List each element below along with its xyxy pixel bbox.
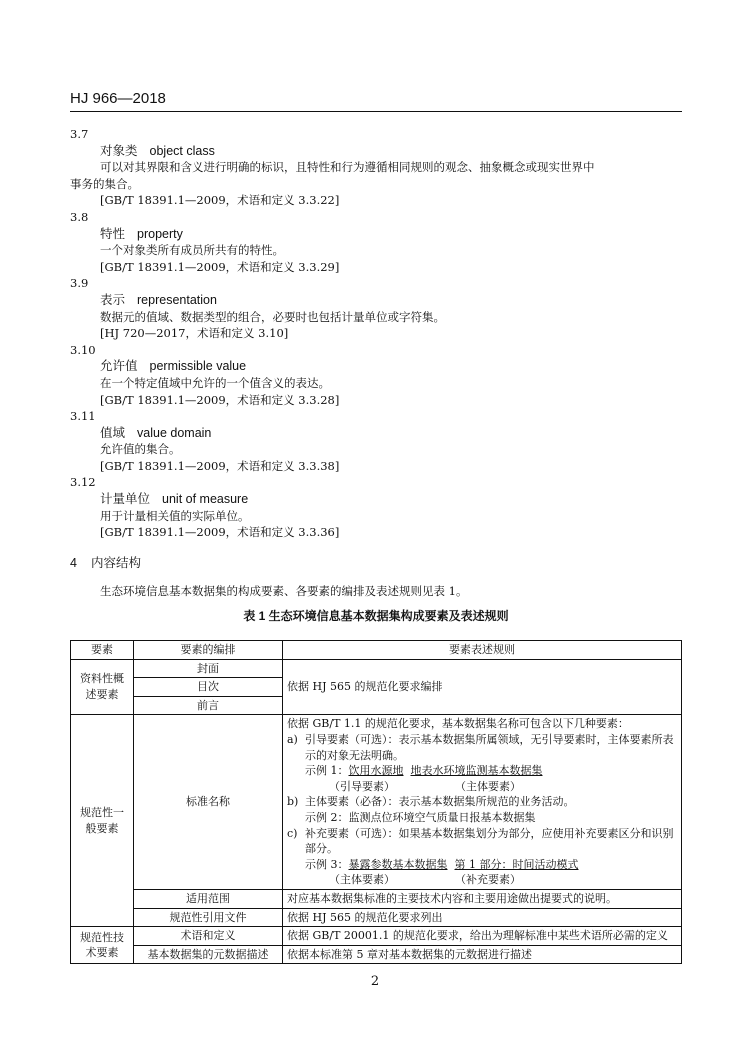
term-definition-continued: 事务的集合。 bbox=[70, 176, 139, 191]
rule-cell bbox=[283, 715, 682, 890]
list-item bbox=[287, 732, 677, 763]
term-zh: 对象类 bbox=[100, 143, 138, 158]
term-title bbox=[100, 425, 682, 442]
term-number: 3.10 bbox=[70, 342, 96, 357]
rule-cell: 依据 HJ 565 的规范化要求编排 bbox=[283, 659, 682, 715]
term-title bbox=[100, 358, 682, 375]
table-row bbox=[71, 715, 682, 890]
rule-cell: 对应基本数据集标准的主要技术内容和主要用途做出提要式的说明。 bbox=[283, 889, 682, 908]
term-source: [GB/T 18391.1—2009，术语和定义 3.3.29] bbox=[100, 259, 340, 274]
table-header: 要素 bbox=[71, 641, 134, 660]
annotation: （主体要素） bbox=[455, 779, 521, 793]
table-header: 要素的编排 bbox=[134, 641, 283, 660]
term-number: 3.11 bbox=[70, 409, 96, 424]
page-number: 2 bbox=[370, 974, 380, 989]
table-row bbox=[71, 889, 682, 908]
list-text: 引导要素（可选）：表示基本数据集所属领域，无引导要素时，主体要素所表示的对象无法明确。 bbox=[305, 732, 674, 762]
element-cell: 目次 bbox=[134, 678, 283, 697]
rule-cell: 依据 HJ 565 的规范化要求列出 bbox=[283, 908, 682, 927]
example-part: 地表水环境监测基本数据集 bbox=[410, 764, 543, 778]
group-label: 规范性一般要素 bbox=[71, 715, 134, 927]
term-title bbox=[100, 143, 682, 160]
list-item bbox=[287, 826, 677, 857]
term-zh: 特性 bbox=[100, 226, 126, 241]
term-definition: 在一个特定值域中允许的一个值含义的表达。 bbox=[100, 375, 330, 390]
term-source: [HJ 720—2017，术语和定义 3.10] bbox=[100, 326, 289, 341]
example-label: 示例 1： bbox=[305, 764, 349, 778]
header-rule bbox=[70, 111, 682, 112]
list-text: 主体要素（必备）：表示基本数据集所规范的业务活动。 bbox=[305, 795, 575, 809]
term-title bbox=[100, 226, 682, 243]
document-id-header: HJ 966—2018 bbox=[70, 90, 166, 107]
element-cell: 术语和定义 bbox=[134, 927, 283, 946]
list-marker: c) bbox=[287, 826, 298, 840]
term-number: 3.7 bbox=[70, 127, 89, 141]
example-line bbox=[287, 763, 677, 779]
element-cell: 规范性引用文件 bbox=[134, 908, 283, 927]
elements-table bbox=[70, 640, 682, 964]
term-source: [GB/T 18391.1—2009，术语和定义 3.3.36] bbox=[100, 525, 340, 540]
term-en: unit of measure bbox=[162, 492, 249, 507]
term-source: [GB/T 18391.1—2009，术语和定义 3.3.28] bbox=[100, 392, 340, 407]
example-part: 暴露参数基本数据集 bbox=[348, 857, 448, 871]
example-annotation bbox=[287, 872, 677, 888]
section-title: 内容结构 bbox=[90, 555, 141, 570]
table-row bbox=[71, 927, 682, 946]
group-label: 规范性技术要素 bbox=[71, 927, 134, 964]
section-number: 4 bbox=[70, 555, 77, 570]
element-cell: 适用范围 bbox=[134, 889, 283, 908]
table-caption: 表 1 生态环境信息基本数据集构成要素及表述规则 bbox=[243, 609, 509, 624]
rule-cell: 依据 GB/T 20001.1 的规范化要求，给出为理解标准中某些术语所必需的定义 bbox=[283, 927, 682, 946]
term-en: property bbox=[137, 226, 183, 241]
term-zh: 值域 bbox=[100, 425, 126, 440]
term-en: representation bbox=[137, 292, 217, 307]
rule-intro: 依据 GB/T 1.1 的规范化要求，基本数据集名称可包含以下几种要素： bbox=[287, 717, 629, 731]
element-cell: 前言 bbox=[134, 696, 283, 715]
term-definition: 用于计量相关值的实际单位。 bbox=[100, 508, 250, 523]
example-line bbox=[287, 857, 677, 873]
term-source: [GB/T 18391.1—2009，术语和定义 3.3.22] bbox=[100, 193, 340, 208]
term-en: object class bbox=[149, 143, 215, 158]
example-part: 饮用水源地 bbox=[348, 764, 404, 778]
list-item bbox=[287, 794, 677, 810]
table-header-row bbox=[71, 641, 682, 660]
term-title bbox=[100, 491, 682, 508]
table-row bbox=[71, 945, 682, 964]
example-line: 示例 2：监测点位环境空气质量日报基本数据集 bbox=[305, 810, 536, 824]
annotation: （补充要素） bbox=[455, 873, 521, 887]
term-number: 3.12 bbox=[70, 475, 96, 490]
list-text: 补充要素（可选）：如果基本数据集划分为部分，应使用补充要素区分和识别部分。 bbox=[305, 826, 674, 856]
term-source: [GB/T 18391.1—2009，术语和定义 3.3.38] bbox=[100, 458, 340, 473]
term-definition: 一个对象类所有成员所共有的特性。 bbox=[100, 243, 284, 258]
element-cell: 封面 bbox=[134, 659, 283, 678]
term-definition: 数据元的值域、数据类型的组合，必要时也包括计量单位或字符集。 bbox=[100, 309, 445, 324]
term-zh: 表示 bbox=[100, 292, 126, 307]
example-part: 第 1 部分：时间活动模式 bbox=[454, 857, 579, 871]
section-paragraph: 生态环境信息基本数据集的构成要素、各要素的编排及表述规则见表 1。 bbox=[100, 584, 468, 599]
annotation: （引导要素） bbox=[329, 779, 395, 793]
term-en: permissible value bbox=[149, 359, 247, 374]
terms-section bbox=[70, 126, 682, 625]
term-number: 3.8 bbox=[70, 209, 89, 224]
rule-cell: 依据本标准第 5 章对基本数据集的元数据进行描述 bbox=[283, 945, 682, 964]
element-cell: 基本数据集的元数据描述 bbox=[134, 945, 283, 964]
term-en: value domain bbox=[137, 425, 212, 440]
term-definition: 允许值的集合。 bbox=[100, 442, 181, 457]
element-cell: 标准名称 bbox=[134, 715, 283, 890]
section-heading bbox=[70, 555, 682, 572]
example-label: 示例 3： bbox=[305, 857, 349, 871]
table-row bbox=[71, 908, 682, 927]
term-number: 3.9 bbox=[70, 276, 89, 291]
annotation: （主体要素） bbox=[329, 873, 395, 887]
term-zh: 计量单位 bbox=[100, 492, 151, 507]
table-row bbox=[71, 659, 682, 678]
term-definition: 可以对其界限和含义进行明确的标识，且特性和行为遵循相同规则的观念、抽象概念或现实世界中 bbox=[100, 160, 595, 175]
group-label: 资料性概述要素 bbox=[71, 659, 134, 715]
table-header: 要素表述规则 bbox=[283, 641, 682, 660]
list-marker: b) bbox=[287, 795, 299, 809]
term-zh: 允许值 bbox=[100, 359, 138, 374]
term-title bbox=[100, 292, 682, 309]
example-annotation bbox=[287, 779, 677, 795]
list-marker: a) bbox=[287, 732, 298, 746]
